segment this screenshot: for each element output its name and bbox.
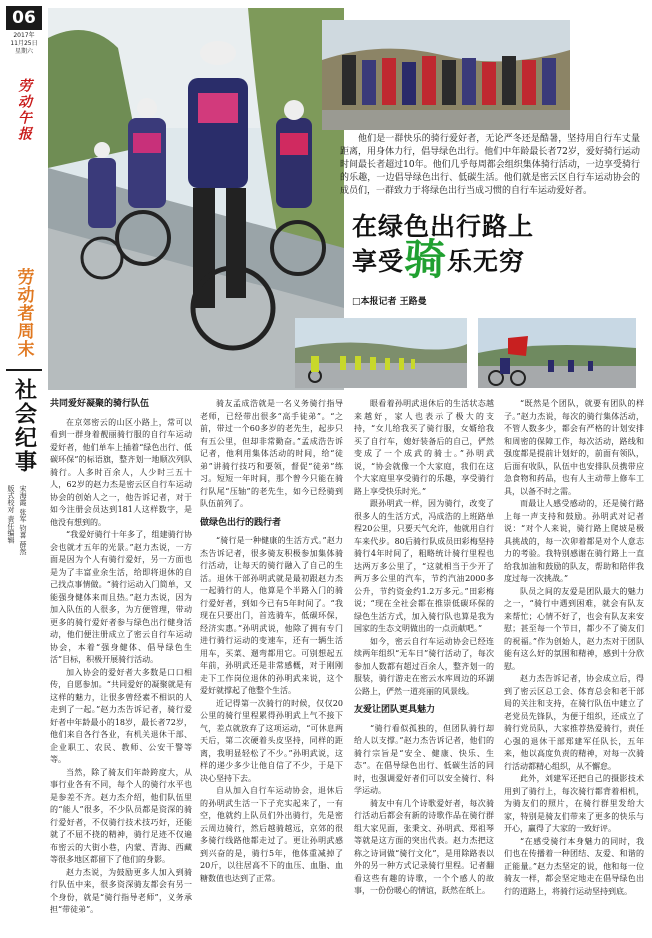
article-column-2 xyxy=(200,398,343,885)
paragraph: “我爱好骑行十年多了，组建骑行协会也就才五年的光景。”赵力杰说，一方面是因为个人有骑行爱好，另一方面也是为了丰富业余生活，给即将退休的自己找点事情做。“骑行运动入门简单，又能强身健体来而且热。”赵力杰说，因为加入队伍的人很多，为方便管理，带动更多的骑行爱好者参与绿色出行健身活动，他们便注册成立了密云自行车运动协会，本着“强身健体、倡导绿色生活”目标，积极开展骑行活动。 xyxy=(50,530,192,664)
byline: □本报记者 王路曼 xyxy=(352,297,427,307)
paragraph: 眼看着孙明武退休后的生活状态越来越好，家人也表示了极大的支持，“女儿给我买了骑行服，女婿给我买了自行车，媳好装备后的自己，俨然变成了一个成武的骑士。”孙明武说，“协会就像一个大家庭，我们在这个大家庭里享受骑行的乐趣，享受骑行路上享受快乐时光。” xyxy=(354,399,494,496)
paragraph: 跟孙明武一样，因为骑行，改变了很多人的生活方式，冯成浩的上班路单程20公里，只要天气允许，他就用自行车来代步。80后骑行队成员田彩梅坚持骑行4年时间了，粗略统计骑行里程也达两万多公里了，“这就相当于少开了两万多公里的汽车，节约汽油2000多公升，节约资金约1.2万多元。”田彩梅说；“现在全社会都在推崇低碳环保的绿色生活方式，加入骑行队也算是我为国家的生态文明做出的一点贡献吧。” xyxy=(354,499,494,633)
paragraph: 自从加入自行车运动协会，退休后的孙明武生活一下子充实起来了，一有空，他就约上队员们外出骑行，先是密云周边骑行，然后越骑越远，京郊的很多骑行线路他都走过了。更让孙明武感到兴奋的是，骑行5年，他体重减掉了20斤，以往居高不下的血压、血脂、血糖数值也达到了正常。 xyxy=(200,786,343,883)
subheading: 共同爱好凝聚的骑行队伍 xyxy=(50,399,150,409)
headline-emphasis: 骑 xyxy=(404,235,448,284)
paragraph: “骑行看似孤独的，但团队骑行却给人以支撑。”赵力杰告诉记者，他们的骑行宗旨是“安全、健康、快乐、生态”。在倡导绿色出行、低碳生活的同时，也强调爱好者们可以安全骑行、科学运动。 xyxy=(354,723,494,795)
headline-part-b: 乐无穷 xyxy=(447,247,526,276)
road-photo-left xyxy=(295,318,467,388)
headline-line-1: 在绿色出行路上 xyxy=(352,212,535,241)
headline-line-2 xyxy=(352,235,642,284)
credits-roles: 版式校对 责任编辑 xyxy=(7,485,15,544)
headline-part-a: 享受 xyxy=(352,247,405,276)
subheading: 做绿色出行的践行者 xyxy=(200,517,282,528)
masthead xyxy=(6,6,42,555)
paragraph: 赵力杰告诉记者，协会成立后，得到了密云区总工会、体育总会和老干部局的关注和支持，在骑行队伍中建立了老党员先锋队，为便于组织，还成立了骑行党员队，大家推荐热爱骑行，责任心强的退休干部郑建军任队长，五年来，他以高度负责的精神，对每一次骑行活动都精心组织，从不懈怠。 xyxy=(504,674,644,771)
date-line xyxy=(6,32,42,56)
paragraph: 此外，刘建军还把自己的摄影技术用到了骑行上，每次骑行都背着相机，为骑友们的照片，在骑行群里发给大家，特别是骑友们带来了更多的快乐与开心，赢得了大家的一致好评。 xyxy=(504,774,644,833)
credits-names: 宋海霞 张军 钧喜 薛然 xyxy=(19,485,27,555)
paragraph: “既然是个团队，就要有团队的样子。”赵力杰说，每次的骑行集体活动，不管人数多少，都会有严格的计划安排和周密的保障工作，每次活动，路线和强度都是提前计划好的，前面有领队，后面有收队，队伍中也安排队员携带应急食物和药品，也有人主动带上修车工具，以备不时之需。 xyxy=(504,399,644,496)
section-title: 劳动者周末 xyxy=(13,267,34,358)
paragraph: 近记得第一次骑行的时候，仅仅20公里的骑行里程累得孙明武上气不接下气，差点就放弃了这项运动，“可休息两天后，第二次硬着头皮坚持，同样的距离，我明显轻松了不少。”孙明武说，这样的递少多少让他自信了不少，于是下决心坚持下去。 xyxy=(200,698,343,783)
paragraph: 如今，密云自行车运动协会已经连续两年组织“无车日”骑行活动了，每次参加人数都有超过百余人，整齐划一的服装，骑行游走在密云水库周边的环湖公路上，俨然一道亮丽的风景线。 xyxy=(354,636,494,696)
paragraph: 加入协会的爱好者大多数是口口相传，自愿参加。“共同爱好的凝聚就是有这样的魅力，让很多曾经素不相识的人走到了一起。”赵力杰告诉记者，骑行爱好者中年龄最小的18岁，最长者72岁，他们来自各行各业，有机关退休干部、企业职工、农民、教师、公安干警等等。 xyxy=(50,667,192,764)
article-column-3 xyxy=(354,398,494,898)
page-number: 06 xyxy=(6,6,42,30)
intro-paragraph: 他们是一群快乐的骑行爱好者，无论严冬还是酷暑，坚持用自行车丈量距离，用身体力行，倡导绿色出行。他们中年龄最长者72岁，爱好骑行运动时间最长者超过10年。他们几乎每周都会组织集体骑行活动，一边享受骑行的乐趣，一边倡导绿色出行、低碳生活。他们就是密云区自行车运动协会的成员们，一群致力于将绿色出行当成习惯的自行车运动爱好者。 xyxy=(340,134,640,196)
paragraph: 而最让人感受感动的，还是骑行路上每一声支持和鼓励。孙明武对记者说：“对个人来说，骑行路上爬坡是极具挑战的，每一次卯着都是对个人意志力的考验。我特别感谢在骑行路上一直给我加油和鼓励的队友，帮助和陪伴我度过每一次挑战。” xyxy=(504,499,644,583)
paragraph: 在京郊密云的山区小路上，常可以看到一群身着靓丽骑行服的自行车运动爱好者，他们单车上插着“绿色出行、低碳环保”的标语旗，整齐划一地顺次列队骑行。人多时百余人，人少时三五十人，62岁的赵力杰是密云区自行车运动协会的创始人之一，他告诉记者，对于如今注册会员达到181人这样数字，是他没有想到的。 xyxy=(50,417,192,527)
road-photo-right xyxy=(478,318,636,388)
date-day: 11月25日 xyxy=(10,40,38,47)
article-column-4 xyxy=(504,398,644,898)
paragraph: “在感受骑行本身魅力的同时，我们也在传播着一种团结、友爱、和谐的正能量。”赵力杰坚定的说，他和每一位骑友一样，都会坚定地走在倡导绿色出行的道路上，将骑行运动坚持到底。 xyxy=(504,836,644,896)
article-column-1 xyxy=(50,398,192,917)
paragraph: “骑行是一种健康的生活方式。”赵力杰告诉记者，很多骑友积极参加集体骑行活动，让每天的骑行融入了自己的生活。退休干部孙明武就是最初跟赵力杰一起骑行的人，他算是个半路入门的骑行爱好者，到如今已有5年时间了。“我现在只要出门，首选骑车，低碳环保，经济实惠。”孙明武说，他除了拥有专门进行骑行运动的变速车，还有一辆生活用车，买菜、遛弯都用它。可别想起五年前，孙明武还是非常感概，对于刚刚走下工作岗位退休的孙明武来说，这个爱好就撑起了他整个生活。 xyxy=(200,536,343,695)
credits xyxy=(6,485,42,555)
newspaper-logo: 劳动午报 xyxy=(16,78,32,142)
paragraph: 赵力杰说，为鼓励更多人加入到骑行队伍中来，很多资深骑友都会有另一个身份，就是“骑行指导老师”，义务承担“带徒弟”。 xyxy=(50,867,192,914)
subsection-title: 社会纪事 xyxy=(6,369,42,481)
paragraph: 当然，除了骑友们年龄跨度大，从事行业各有不同，每个人的骑行水平也是参差不齐。赵力杰介绍，他们队伍里的“能人”很多，不少队员都是资深的骑行爱好者，不仅骑行技术技巧好，还能就了不屈不挠的精神，骑行足迹不仅遍布密云的大街小巷，内蒙、青海、西藏等很多地区都留下了他们的身影。 xyxy=(50,767,192,864)
group-photo xyxy=(322,20,570,130)
paragraph: 骑友中有几个诗歌爱好者，每次骑行活动后都会有新的诗歌作品在骑行群组大家见面，张秉文、孙明武、郑祖琴等就是这方面的突出代表。赵力杰把这称之诗词做“骑行文化”，是用除路表以外的另一种方式记录骑行里程。记者翻看这些有趣的诗歌，一个个感人的故事，一份份暖心的情谊，跃然在纸上。 xyxy=(354,798,494,895)
paragraph: 队员之间的友爱是团队最大的魅力之一，“骑行中遇到困难，就会有队友来帮忙；心情不好了，也会有队友来安慰；甚至每一个节日，都少不了骑友们的祝福。”作为创始人，赵力杰对于团队能有这么好的氛围和精神，感到十分欣慰。 xyxy=(504,586,644,671)
paragraph: 骑友孟成浩就是一名义务骑行指导老师，已经带出很多“高手徒弟”。“之前，带过一个60多岁的老先生，起步只有五公里，但却非常勤奋。”孟成浩告诉记者，他利用集体活动的时间，给“徒弟”讲骑行技巧和要领，督促“徒弟”练习。短短一年时间，那个曾今只能在骑行队尾“压轴”的老先生，如今已经骑到队伍前列了。 xyxy=(200,399,343,508)
subheading: 友爱让团队更具魅力 xyxy=(354,705,436,715)
date-year: 2017年 xyxy=(13,32,35,39)
headline xyxy=(352,212,642,284)
date-weekday: 星期六 xyxy=(14,48,33,55)
